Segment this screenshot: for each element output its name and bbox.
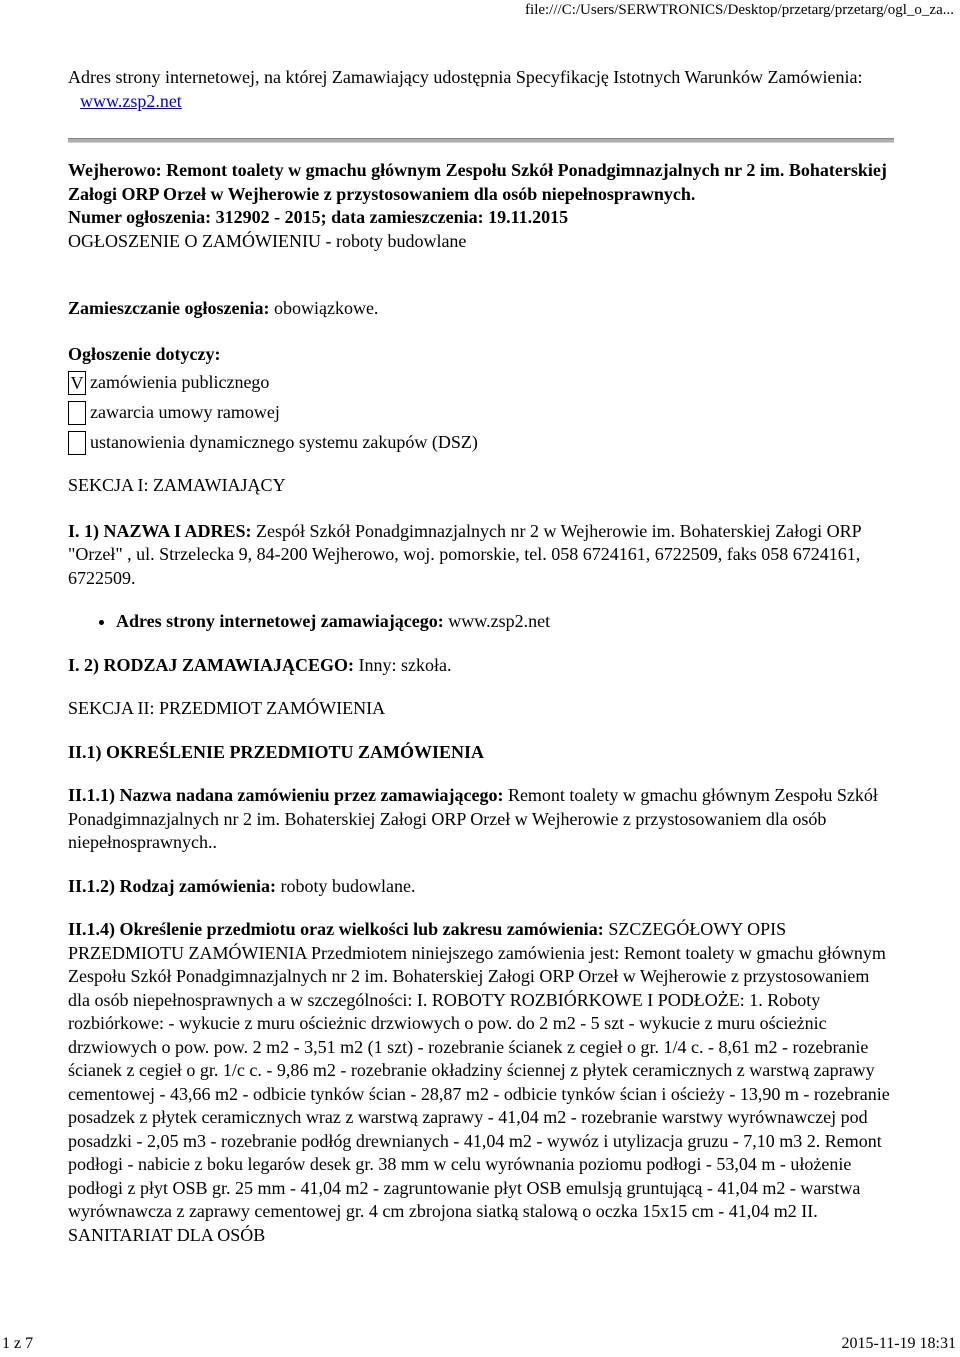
notice-title: Wejherowo: Remont toalety w gmachu głównym Zespołu Szkół Ponadgimnazjalnych nr 2 im. Bohaterskiej Załogi ORP Orzeł w Wejherowie z przystosowaniem dla osób niepełnosprawnych. [68,160,887,204]
option-dsz [68,430,894,456]
option-public-order [68,370,894,396]
placement-line [68,297,894,321]
file-path-header: file:///C:/Users/SERWTRONICS/Desktop/przetarg/przetarg/ogl_o_za... [525,2,954,18]
contracting-type: I. 2) RODZAJ ZAMAWIAJĄCEGO: Inny: szkoła. [68,654,452,675]
website-list [68,610,894,634]
section-2-heading: SEKCJA II: PRZEDMIOT ZAMÓWIENIA [68,698,386,718]
document-body [68,66,894,1247]
page-counter: 1 z 7 [2,1335,34,1352]
placement-label: Zamieszczanie ogłoszenia: [68,298,270,318]
order-name: II.1.1) Nazwa nadana zamówieniu przez zamawiającego: Remont toalety w gmachu głównym Zespołu Szkół Ponadgimnazjalnych nr 2 im. Bohaterskiej Załogi ORP Orzeł w Wejherowie z przystosowaniem dla osób niepełnosprawnych.. [68,785,878,852]
option-checkbox [68,401,86,425]
option-framework [68,400,894,426]
section-2-subheading: II.1) OKREŚLENIE PRZEDMIOTU ZAMÓWIENIA [68,741,485,762]
horizontal-rule [68,138,894,143]
option-checkbox: V [68,371,86,395]
concerns-label: Ogłoszenie dotyczy: [68,343,221,364]
website-item: • Adres strony internetowej zamawiającego: www.zsp2.net [116,610,894,634]
option-label: ustanowienia dynamicznego systemu zakupów (DSZ) [90,432,478,453]
print-datetime: 2015-11-19 18:31 [841,1335,956,1352]
section-1-heading: SEKCJA I: ZAMAWIAJĄCY [68,475,286,495]
notice-type: OGŁOSZENIE O ZAMÓWIENIU - roboty budowlane [68,230,467,251]
order-kind: II.1.2) Rodzaj zamówienia: roboty budowlane. [68,875,416,896]
option-checkbox [68,431,86,455]
option-label: zamówienia publicznego [90,372,270,393]
placement-value: obowiązkowe. [273,298,379,318]
contracting-name-address: I. 1) NAZWA I ADRES: Zespół Szkół Ponadgimnazjalnych nr 2 w Wejherowie im. Bohaterskiej Załogi ORP "Orzeł" , ul. Strzelecka 9, 84-200 Wejherowo, woj. pomorskie, tel. 058 6724161, 6722509, faks 058 6724161, 6722509. [68,520,861,588]
siwz-link[interactable]: www.zsp2.net [80,90,182,111]
notice-number: Numer ogłoszenia: 312902 - 2015; data zamieszczenia: 19.11.2015 [68,207,569,227]
option-label: zawarcia umowy ramowej [90,402,280,423]
order-description: II.1.4) Określenie przedmiotu oraz wielkości lub zakresu zamówienia: SZCZEGÓŁOWY OPIS PRZEDMIOTU ZAMÓWIENIA Przedmiotem niniejszego zamówienia jest: Remont toalety w gmachu głównym Zespołu Szkół Ponadgimnazjalnych nr 2 im. Bohaterskiej Załogi ORP Orzeł w Wejherowie z przystosowaniem dla osób niepełnosprawnych a w szczególności: I. ROBOTY ROZBIÓRKOWE I PODŁOŻE: 1. Roboty rozbiórkowe: - wykucie z muru ościeżnic drzwiowych o pow. do 2 m2 - 5 szt - wykucie z muru ościeżnic drzwiowych o pow. pow. 2 m2 - 3,51 m2 (1 szt) - rozebranie ścianek z cegieł o gr. 1/4 c. - 8,61 m2 - rozebranie ścianek z cegieł o gr. 1/c c. - 9,86 m2 - rozebranie okładziny ściennej z płytek ceramicznych z warstwą zaprawy cementowej - 43,66 m2 - odbicie tynków ścian - 28,87 m2 - odbicie tynków ścian i ościeży - 13,90 m - rozebranie posadzek z płytek ceramicznych wraz z warstwą zaprawy - 41,04 m2 - rozebranie warstwy wyrównawczej pod posadzki - 2,05 m3 - rozebranie podłóg drewnianych - 41,04 m2 - wywóz i utylizacja gruzu - 7,10 m3 2. Remont podłogi - nabicie z boku legarów desek gr. 38 mm w celu wyrównania poziomu podłogi - 53,04 m - ułożenie podłogi z płyt OSB gr. 25 mm - 41,04 m2 - zagruntowanie płyt OSB emulsją gruntującą - 41,04 m2 - warstwa wyrównawcza z zaprawy cementowej gr. 4 cm zbrojona siatką stalową o oczka 15x15 cm - 41,04 m2 II. SANITARIAT DLA OSÓB [68,919,890,1245]
intro-text: Adres strony internetowej, na której Zamawiający udostępnia Specyfikację Istotnych Warunków Zamówienia: [68,67,863,87]
